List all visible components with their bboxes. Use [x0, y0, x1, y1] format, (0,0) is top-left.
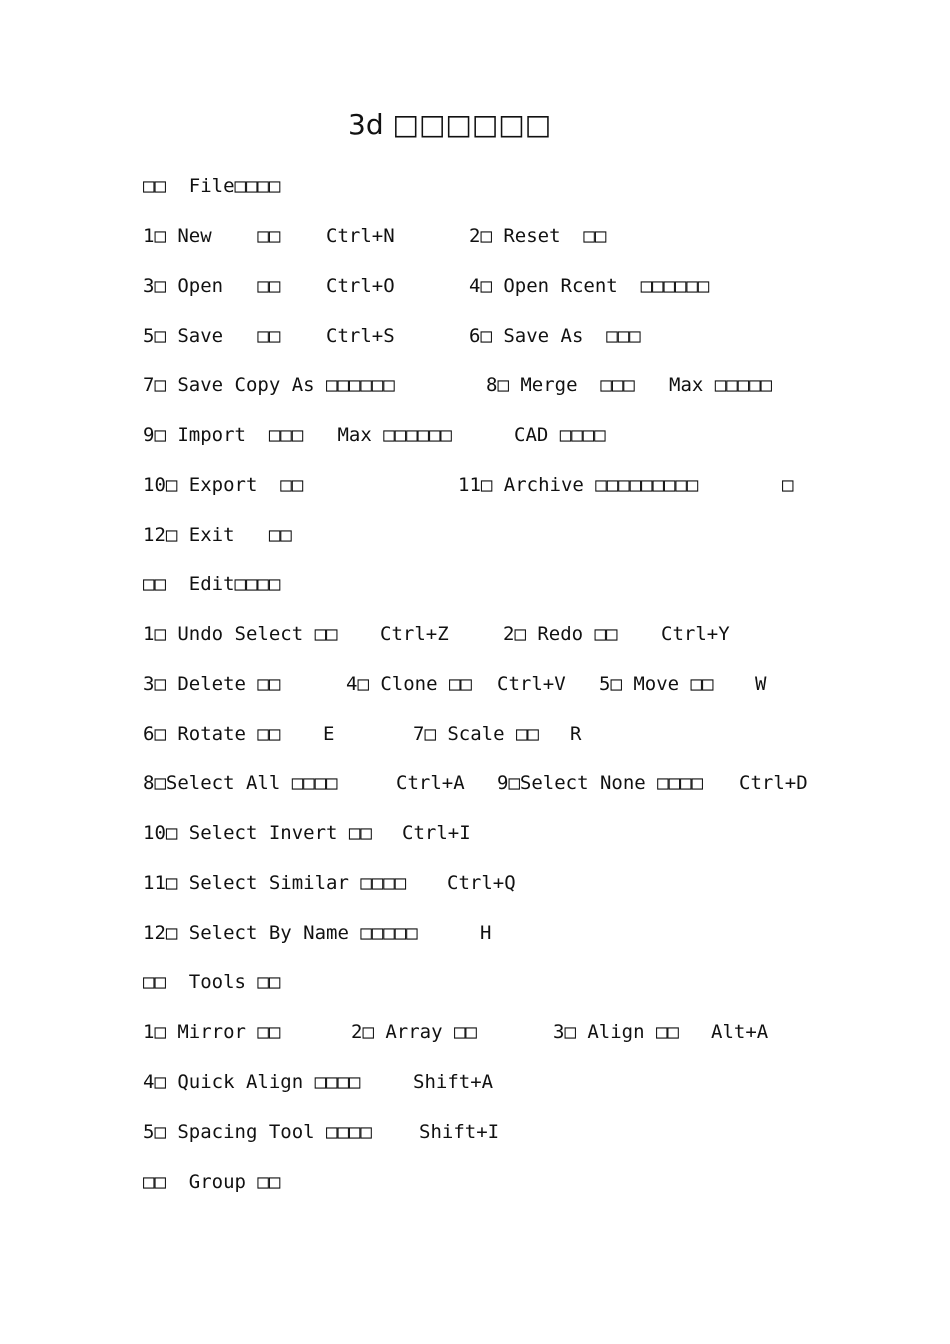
item-archive-tail: □ — [782, 474, 794, 496]
item-rotate: 6□ Rotate □□ — [143, 723, 281, 745]
menu-line-save-copy-merge — [0, 370, 772, 400]
section-file-label: □□ File□□□□ — [143, 175, 281, 197]
item-mirror: 1□ Mirror □□ — [143, 1021, 281, 1043]
menu-line-rotate-scale — [0, 719, 582, 749]
shortcut-select-by-name: H — [480, 922, 492, 944]
menu-line-exit — [0, 520, 292, 550]
item-select-invert: 10□ Select Invert □□ — [143, 822, 372, 844]
item-select-similar: 11□ Select Similar □□□□ — [143, 872, 407, 894]
section-group-label: □□ Group □□ — [143, 1171, 281, 1193]
menu-line-select-similar — [0, 868, 516, 898]
page-title: 3d □□□□□□ — [348, 108, 552, 141]
item-archive: 11□ Archive □□□□□□□□□ — [458, 474, 699, 496]
section-heading-edit — [0, 569, 281, 599]
menu-line-quick-align — [0, 1067, 494, 1097]
section-heading-group — [0, 1167, 281, 1197]
item-save-as: 6□ Save As □□□ — [469, 325, 641, 347]
item-open-recent: 4□ Open Rcent □□□□□□ — [469, 275, 710, 297]
item-undo-select: 1□ Undo Select □□ — [143, 623, 338, 645]
item-move: 5□ Move □□ — [599, 673, 714, 695]
item-spacing-tool: 5□ Spacing Tool □□□□ — [143, 1121, 372, 1143]
item-new: 1□ New □□ Ctrl+N — [143, 225, 395, 247]
menu-line-select-invert — [0, 818, 471, 848]
menu-line-new-reset — [0, 221, 607, 251]
menu-line-undo-redo — [0, 619, 730, 649]
item-delete: 3□ Delete □□ — [143, 673, 281, 695]
shortcut-quick-align: Shift+A — [413, 1071, 494, 1093]
shortcut-scale: R — [570, 723, 582, 745]
section-tools-label: □□ Tools □□ — [143, 971, 281, 993]
item-select-all: 8□Select All □□□□ — [143, 772, 338, 794]
menu-line-delete-clone-move — [0, 669, 767, 699]
menu-line-open — [0, 271, 710, 301]
item-merge: 8□ Merge □□□ Max □□□□□ — [486, 374, 772, 396]
item-open: 3□ Open □□ Ctrl+O — [143, 275, 395, 297]
item-exit: 12□ Exit □□ — [143, 524, 292, 546]
shortcut-undo: Ctrl+Z — [380, 623, 449, 645]
shortcut-move: W — [755, 673, 767, 695]
menu-line-export-archive — [0, 470, 794, 500]
shortcut-align: Alt+A — [711, 1021, 769, 1043]
item-clone: 4□ Clone □□ — [346, 673, 472, 695]
menu-line-select-by-name — [0, 918, 492, 948]
item-select-none: 9□Select None □□□□ — [497, 772, 703, 794]
shortcut-select-all: Ctrl+A — [396, 772, 465, 794]
menu-line-save — [0, 321, 641, 351]
menu-line-select-all-none — [0, 768, 808, 798]
shortcut-select-similar: Ctrl+Q — [447, 872, 516, 894]
item-quick-align: 4□ Quick Align □□□□ — [143, 1071, 361, 1093]
item-import-cad: CAD □□□□ — [514, 424, 606, 446]
menu-line-import — [0, 420, 606, 450]
section-heading-file — [0, 171, 281, 201]
shortcut-select-invert: Ctrl+I — [402, 822, 471, 844]
menu-line-mirror-array-align — [0, 1017, 769, 1047]
item-redo: 2□ Redo □□ — [503, 623, 618, 645]
item-save-copy-as: 7□ Save Copy As □□□□□□ — [143, 374, 395, 396]
shortcut-rotate: E — [323, 723, 335, 745]
shortcut-clone: Ctrl+V — [497, 673, 566, 695]
item-scale: 7□ Scale □□ — [413, 723, 539, 745]
shortcut-spacing-tool: Shift+I — [419, 1121, 500, 1143]
item-export: 10□ Export □□ — [143, 474, 304, 496]
section-heading-tools — [0, 967, 281, 997]
menu-line-spacing-tool — [0, 1117, 500, 1147]
shortcut-redo: Ctrl+Y — [661, 623, 730, 645]
section-edit-label: □□ Edit□□□□ — [143, 573, 281, 595]
item-save: 5□ Save □□ Ctrl+S — [143, 325, 395, 347]
item-align: 3□ Align □□ — [553, 1021, 679, 1043]
item-import: 9□ Import □□□ Max □□□□□□ — [143, 424, 452, 446]
item-select-by-name: 12□ Select By Name □□□□□ — [143, 922, 418, 944]
shortcut-select-none: Ctrl+D — [739, 772, 808, 794]
item-reset: 2□ Reset □□ — [469, 225, 607, 247]
item-array: 2□ Array □□ — [351, 1021, 477, 1043]
